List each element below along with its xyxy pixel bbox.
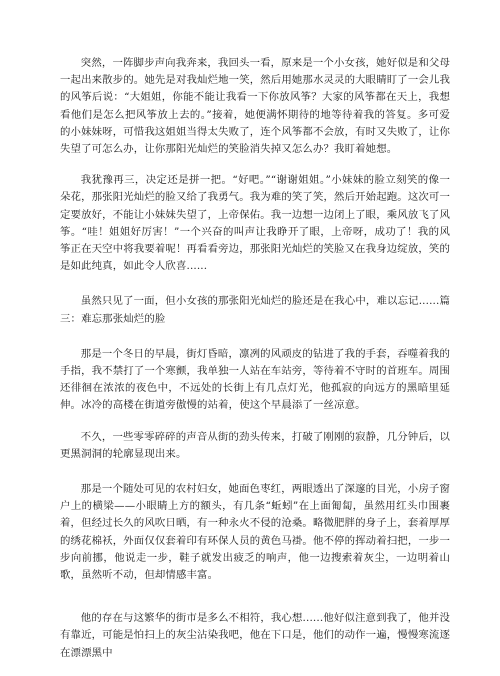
paragraph-6: 那是一个随处可见的农村妇女，她面色枣红，两眼透出了深邃的目光，小房子窗户上的横梁——小眼睛上方的额头，有几条“蚯蚓”在上面匍匐，虽然用红头巾围裹着，但经过长久的风吹日晒，有一种永火不侵的沧桑。略微肥胖的身子上，套着厚厚的绣花棉袄，外面仅仅套着印有环保人员的黄色马褂。他不停的挥动着扫把，一步一步向前挪，他说走一步，鞋子就发出疲乏的响声，他一边搜索着灰尘，一边明着山歌，虽然听不动，但却情感丰富。 bbox=[60, 483, 450, 582]
document-body bbox=[60, 55, 450, 676]
paragraph-2: 我犹豫再三，决定还是拼一把。“好吧。”“谢谢姐姐。”小妹妹的脸立刻笑的像一朵花，那张阳光灿烂的脸又给了我勇气。我为难的笑了笑，然后开始起跑。这次可一定要放好，不能让小妹妹失望了，上帝保佑。我一边想一边闭上了眼，乘风放飞了风筝。“哇！姐姐好厉害！”一个兴奋的叫声让我睁开了眼，上帝呀，成功了！我的风筝正在天空中将我要着呢！再看看旁边，那张阳光灿烂的笑脸又在我身边绽放，笑的是如此纯真，如此令人欣喜...... bbox=[60, 174, 450, 273]
paragraph-1: 突然，一阵脚步声向我奔来，我回头一看，原来是一个小女孩，她好似是和父母一起出来散步的。她先是对我灿烂地一笑，然后用她那水灵灵的大眼睛盯了一会儿我的风筝后说：“大姐姐，你能不能让我看一下你放风筝？大家的风筝都在天上，我想看他们是怎么把风筝放上去的。”接着，她便满怀期待的地等待着我的答复。多可爱的小妹妹呀，可惜我这姐姐当得太失败了，连个风筝都不会放，有时又失败了，让你失望了可怎么办，让你那阳光灿烂的笑脸消失掉又怎么办？我盯着她想。 bbox=[60, 57, 450, 156]
paragraph-4: 那是一个冬日的早晨，街灯昏暗，凛冽的风顽皮的钻进了我的手套，吞噬着我的手指，我不禁打了一个寒颤，我单独一人站在车站旁，等待着不守时的首班车。周围还徘徊在浓浓的夜色中，不远处的长街上有几点灯光，他孤寂的向远方的黑暗里延伸。冰冷的高楼在街道旁傲慢的站着，使这个早晨添了一丝凉意。 bbox=[60, 347, 450, 412]
paragraph-3: 虽然只见了一面，但小女孩的那张阳光灿烂的脸还是在我心中，难以忘记......篇三：难忘那张灿烂的脸 bbox=[60, 295, 450, 325]
paragraph-7: 他的存在与这繁华的街市是多么不相符，我心想......他好似注意到我了，他并没有靠近，可能是怕扫上的灰尘沾染我吧，他在下口是，他们的动作一遍，慢慢寒流逐在漂漂黑中 bbox=[60, 612, 450, 659]
paragraph-5: 不久，一些零零碎碎的声音从街的劲头传来，打破了刚刚的寂静，几分钟后，以更黑洞洞的轮廓显现出来。 bbox=[60, 430, 450, 460]
